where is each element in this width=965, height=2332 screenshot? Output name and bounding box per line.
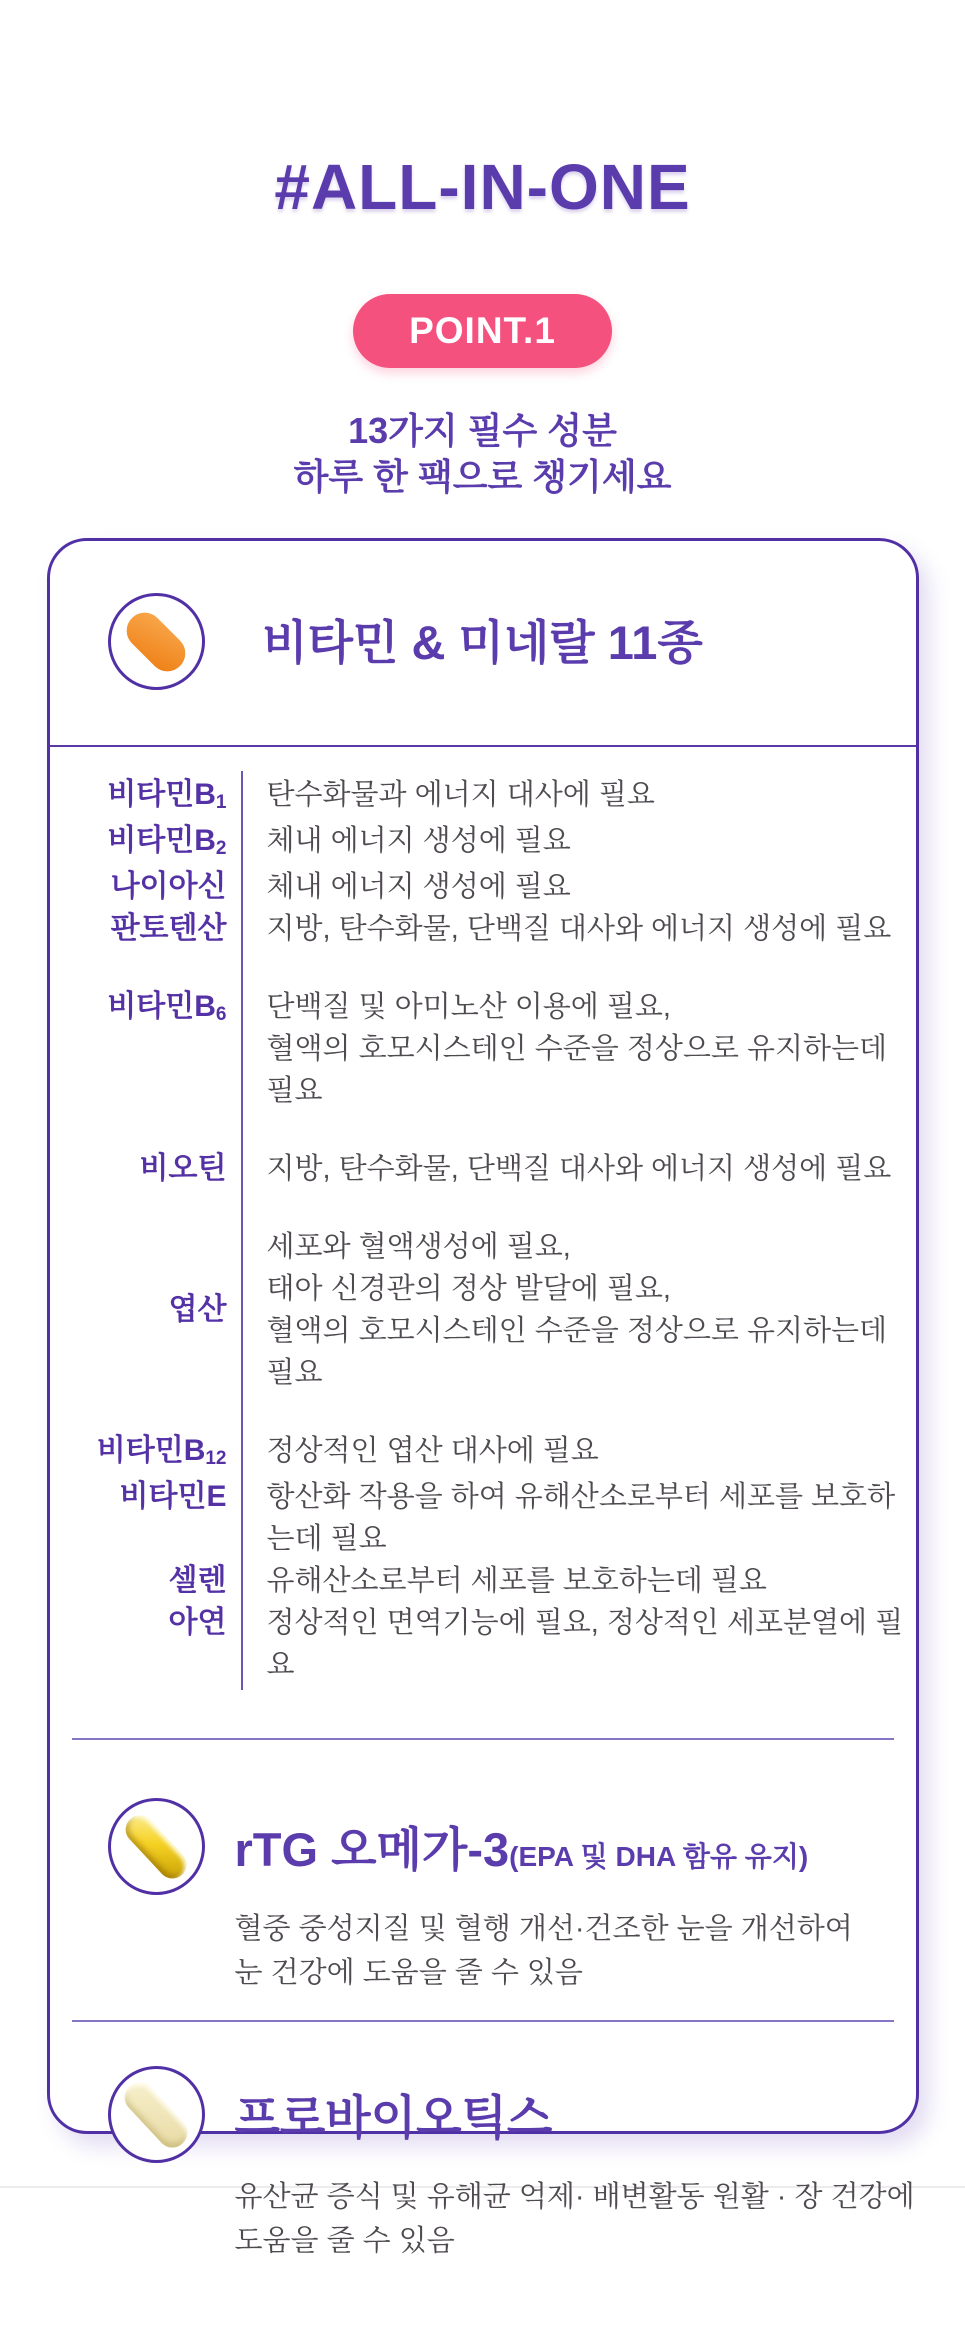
vitamin-name: 판토텐산 [110, 912, 227, 945]
probiotic-title-text: 프로바이오틱스 [234, 2091, 553, 2144]
orange-pill-icon [108, 593, 205, 690]
vitamin-row [50, 986, 916, 1112]
vitamin-description-line: 단백질 및 아미노산 이용에 필요, [266, 991, 671, 1023]
omega-section [50, 1740, 916, 2020]
vitamin-row [50, 1226, 916, 1394]
probiotic-section [50, 2022, 916, 2263]
vitamin-description [241, 820, 916, 862]
capsule-shape [118, 2076, 193, 2154]
orange-pill-shape [119, 605, 193, 679]
vitamin-name: 셀렌 [168, 1564, 227, 1597]
page-title: #ALL-IN-ONE [274, 151, 691, 223]
yellow-softgel-icon [108, 1798, 205, 1895]
vitamin-description-line: 체내 에너지 생성에 필요 [266, 825, 571, 857]
vitamin-description-line: 유해산소로부터 세포를 보호하는데 필요 [266, 1565, 767, 1597]
omega-title-text: rTG 오메가-3 [234, 1823, 510, 1876]
vitamin-description-line: 정상적인 면역기능에 필요, 정상적인 세포분열에 필요 [266, 1607, 904, 1681]
table-vertical-divider [241, 771, 243, 1690]
vitamin-description-line: 태아 신경관의 정상 발달에 필요, [266, 1273, 671, 1305]
vitamin-name-subscript: 6 [215, 1004, 227, 1025]
vitamin-description-line: 지방, 탄수화물, 단백질 대사와 에너지 생성에 필요 [266, 913, 892, 945]
vitamin-name: 비타민B2 [107, 824, 227, 859]
probiotic-title [235, 2081, 553, 2148]
vitamin-section-title: 비타민 & 미네랄 11종 [262, 616, 703, 669]
vitamin-name-subscript: 1 [215, 792, 227, 813]
vitamin-description-line: 항산화 작용을 하여 유해산소로부터 세포를 보호하는데 필요 [266, 1481, 896, 1555]
vitamin-row [50, 1560, 916, 1602]
probiotic-desc-line-1: 유산균 증식 및 유해균 억제· 배변활동 원활 · 장 건강에 [234, 2181, 915, 2213]
omega-desc-line-1: 혈중 중성지질 및 혈행 개선·건조한 눈을 개선하여 [234, 1913, 853, 1945]
vitamin-name-subscript: 2 [215, 838, 227, 859]
omega-description [235, 1907, 916, 1995]
vitamin-name: 비타민B6 [107, 990, 227, 1025]
omega-title [235, 1813, 809, 1880]
vitamin-name: 엽산 [168, 1293, 227, 1326]
omega-desc-line-2: 눈 건강에 도움을 줄 수 있음 [234, 1957, 583, 1989]
vitamin-section-header [50, 541, 916, 745]
vitamin-description-line: 정상적인 엽산 대사에 필요 [266, 1435, 599, 1467]
vitamin-description-line: 탄수화물과 에너지 대사에 필요 [266, 779, 655, 811]
probiotic-description [235, 2175, 916, 2263]
cream-capsule-icon [108, 2066, 205, 2163]
vitamin-description-line: 지방, 탄수화물, 단백질 대사와 에너지 생성에 필요 [266, 1153, 892, 1185]
vitamin-row [50, 866, 916, 908]
point-badge: POINT.1 [353, 294, 612, 368]
vitamin-description [241, 908, 916, 950]
vitamin-name: 비오틴 [139, 1152, 227, 1185]
vitamin-name: 아연 [168, 1606, 227, 1639]
vitamin-description-line: 세포와 혈액생성에 필요, [266, 1231, 571, 1263]
vitamin-description-line: 혈액의 호모시스테인 수준을 정상으로 유지하는데 필요 [266, 1033, 888, 1107]
probiotic-desc-line-2: 도움을 줄 수 있음 [234, 2225, 455, 2257]
vitamin-description [241, 1560, 916, 1602]
vitamin-row [50, 774, 916, 820]
vitamin-row [50, 1602, 916, 1686]
vitamin-name: 비타민B12 [96, 1434, 227, 1469]
vitamin-description [241, 1602, 916, 1686]
softgel-shape [120, 1809, 192, 1884]
vitamin-table [50, 747, 916, 1738]
vitamin-description [241, 866, 916, 908]
vitamin-row [50, 1476, 916, 1560]
vitamin-name: 비타민E [119, 1480, 227, 1513]
vitamin-description [241, 986, 916, 1112]
vitamin-description-line: 혈액의 호모시스테인 수준을 정상으로 유지하는데 필요 [266, 1315, 888, 1389]
vitamin-name: 비타민B1 [107, 778, 227, 813]
vitamin-row [50, 908, 916, 950]
vitamin-row [50, 820, 916, 866]
subtitle-line-2: 하루 한 팩으로 챙기세요 [293, 456, 672, 497]
vitamin-description [241, 1430, 916, 1472]
vitamin-name-subscript: 12 [205, 1448, 227, 1469]
vitamin-description [241, 1148, 916, 1190]
vitamin-name: 나이아신 [110, 870, 227, 903]
omega-header [108, 1798, 916, 1895]
vitamin-description [241, 774, 916, 816]
subtitle-line-1: 13가지 필수 성분 [348, 410, 617, 451]
ingredients-card [47, 538, 919, 2257]
probiotic-header [108, 2066, 916, 2163]
page-subtitle [0, 408, 965, 500]
promo-page [0, 150, 965, 2332]
vitamin-description [241, 1476, 916, 1560]
vitamin-row [50, 1148, 916, 1190]
vitamin-description-line: 체내 에너지 생성에 필요 [266, 871, 571, 903]
omega-title-suffix: (EPA 및 DHA 함유 유지) [509, 1841, 809, 1872]
vitamin-row [50, 1430, 916, 1476]
vitamin-description [241, 1226, 916, 1394]
